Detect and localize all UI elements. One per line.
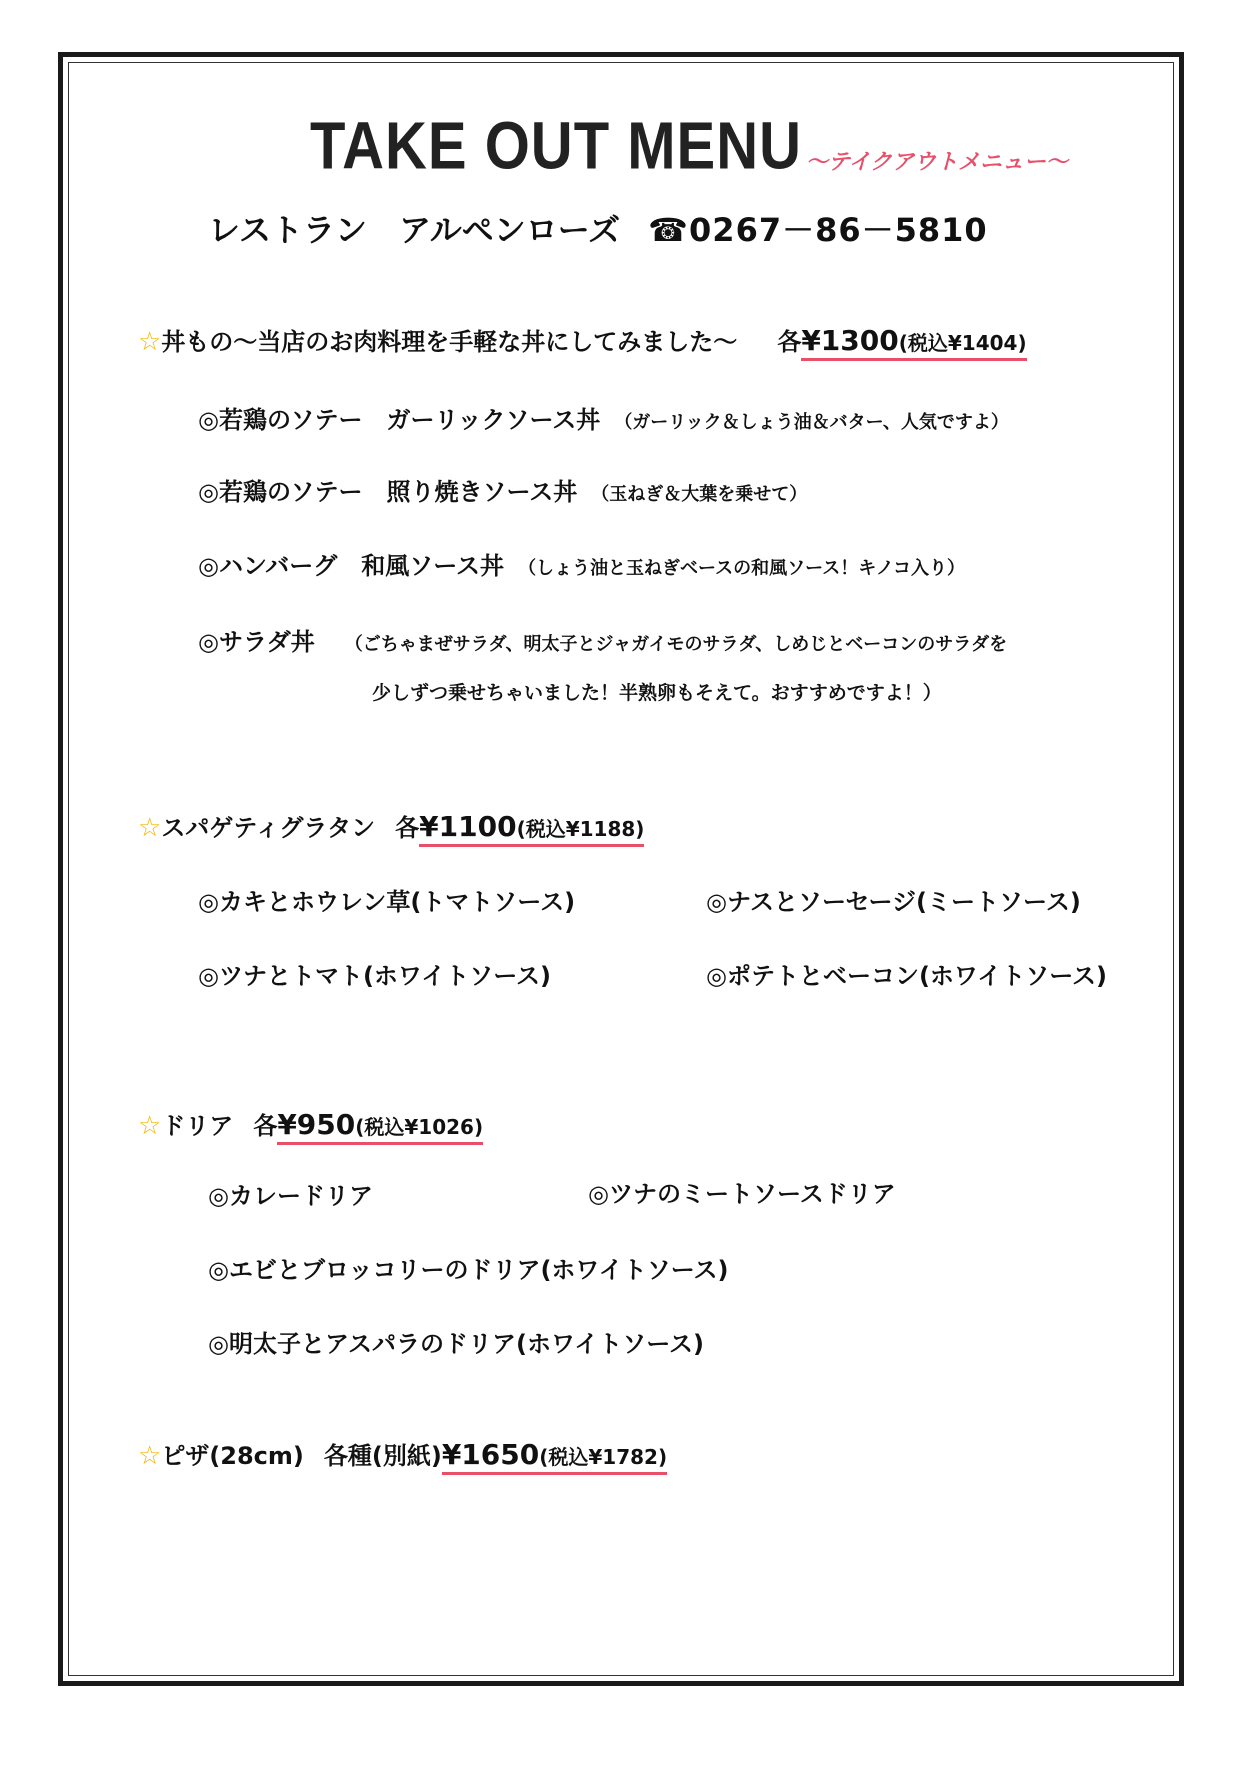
price-prefix: 各 (253, 1112, 278, 1140)
menu-item (198, 546, 965, 581)
section-name: ピザ(28cm) (161, 1442, 304, 1470)
menu-item (198, 400, 1009, 435)
price-value: ¥1100 (419, 810, 517, 843)
menu-item: ◎カキとホウレン草(トマトソース) (198, 888, 576, 916)
item-name: ◎若鶏のソテー 照り焼きソース丼 (198, 478, 578, 506)
star-icon: ☆ (138, 1441, 162, 1471)
item-note: （ごちゃまぜサラダ、明太子とジャガイモのサラダ、しめじとベーコンのサラダを (344, 634, 1008, 655)
price-tax: (税込¥1026) (355, 1115, 484, 1139)
price-value: ¥1300 (801, 324, 899, 357)
menu-item (198, 622, 1007, 657)
section-name: 丼もの～当店のお肉料理を手軽な丼にしてみました～ (161, 328, 738, 356)
section-heading-pizza (138, 1436, 667, 1471)
menu-item: ◎ナスとソーセージ(ミートソース) (706, 888, 1081, 916)
item-note-continued: 少しずつ乗せちゃいました！半熟卵もそえて。おすすめですよ！） (372, 682, 942, 704)
menu-item (198, 472, 807, 507)
section-price (277, 1108, 483, 1145)
item-note: （ガーリック＆しょう油＆バター、人気ですよ） (614, 412, 1009, 433)
title-row (310, 100, 1068, 184)
star-icon: ☆ (138, 327, 162, 357)
price-tax: (税込¥1404) (898, 331, 1027, 355)
section-name: ドリア (161, 1112, 234, 1140)
menu-item: ◎明太子とアスパラのドリア(ホワイトソース) (208, 1330, 704, 1358)
item-name: ◎ハンバーグ 和風ソース丼 (198, 552, 505, 580)
item-note: （しょう油と玉ねぎベースの和風ソース！キノコ入り） (518, 558, 965, 579)
menu-item: ◎ポテトとベーコン(ホワイトソース) (706, 962, 1107, 990)
price-prefix: 各種(別紙) (323, 1442, 442, 1470)
price-tax: (税込¥1188) (516, 817, 645, 841)
item-note: （玉ねぎ＆大葉を乗せて） (591, 484, 808, 505)
menu-item: ◎ツナとトマト(ホワイトソース) (198, 962, 551, 990)
section-name: スパゲティグラタン (161, 814, 376, 842)
menu-item: ◎エビとブロッコリーのドリア(ホワイトソース) (208, 1256, 729, 1284)
star-icon: ☆ (138, 813, 162, 843)
restaurant-info (208, 205, 988, 251)
section-heading-doria (138, 1106, 483, 1141)
section-price (801, 324, 1026, 361)
section-heading-spaghetti (138, 808, 644, 843)
menu-title: TAKE OUT MENU (310, 108, 803, 184)
menu-subtitle: ～テイクアウトメニュー～ (806, 150, 1068, 175)
menu-item: ◎ツナのミートソースドリア (588, 1180, 896, 1208)
menu-item: ◎カレードリア (208, 1182, 373, 1210)
restaurant-phone: ☎0267－86－5810 (648, 211, 988, 249)
price-prefix: 各 (395, 814, 420, 842)
restaurant-name: レストラン アルペンローズ (208, 211, 621, 249)
star-icon: ☆ (138, 1111, 162, 1141)
price-value: ¥1650 (441, 1438, 540, 1471)
section-heading-donburi (138, 322, 1027, 357)
item-name: ◎若鶏のソテー ガーリックソース丼 (198, 406, 601, 434)
price-value: ¥950 (277, 1108, 356, 1141)
price-tax: (税込¥1782) (539, 1445, 668, 1469)
section-price (419, 810, 644, 847)
item-name: ◎サラダ丼 (198, 628, 315, 656)
price-prefix: 各 (777, 328, 802, 356)
page-border-inner (68, 62, 1174, 1676)
section-price (442, 1438, 667, 1475)
